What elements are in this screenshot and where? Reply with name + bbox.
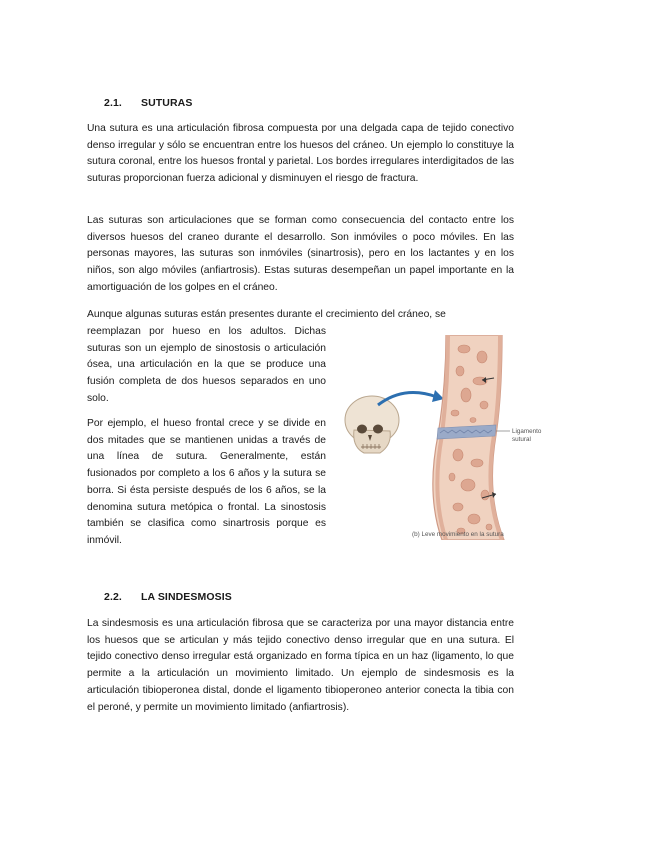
figure-caption: (b) Leve movimiento en la sutura bbox=[412, 531, 504, 538]
paragraph-line: Aunque algunas suturas están presentes durante el crecimiento del cráneo, se bbox=[87, 309, 446, 320]
section-number: 2.1. bbox=[104, 97, 122, 109]
section-title: LA SINDESMOSIS bbox=[141, 591, 232, 603]
ligament-label: sutural bbox=[512, 436, 531, 443]
paragraph: Las suturas son articulaciones que se forman como consecuencia del contacto entre los diversos huesos del craneo durante el desarrollo. Son inmóviles o poco móviles. En las personas mayores, las suturas son inmóviles (sinartrosis), pero en los lactantes y en los niños, son algo móviles (anfiartrosis). Estas suturas desempeñan un papel importante en la amortiguación de los golpes en el cráneo. bbox=[87, 215, 514, 293]
section-heading-sindesmosis bbox=[104, 591, 232, 603]
ligament-label: Ligamento bbox=[512, 428, 542, 435]
paragraph: Una sutura es una articulación fibrosa compuesta por una delgada capa de tejido conectivo denso irregular y sólo se encuentran entre los huesos del cráneo. Un ejemplo lo constituye la sutura coronal, entre los huesos frontal y parietal. Los bordes irregulares interdigitados de las suturas proporcionan fuerza adicional y disminuyen el riesgo de fractura. bbox=[87, 123, 514, 185]
section-heading-suturas bbox=[104, 97, 192, 109]
paragraph: Por ejemplo, el hueso frontal crece y se divide en dos mitades que se mantienen unidas a través de una línea de sutura. Generalmente, están fusionados por completo a los 6 años y la sutura se borra. Si ésta persiste después de los 6 años, se la denomina sutura metópica o frontal. La sinostosis también se clasifica como sinartrosis porque es inmóvil. bbox=[87, 418, 326, 546]
paragraph: La sindesmosis es una articulación fibrosa que se caracteriza por una mayor distancia entre los huesos que se articulan y más tejido conectivo denso irregular que en una sutura. El tejido conectivo denso irregular está organizado en forma típica en un haz (ligamento, lo que permite a la articulación un movimiento limitado. Un ejemplo de sindesmosis es la articulación tibioperonea distal, donde el ligamento tibioperoneo anterior conecta la tibia con el peroné, y permite un movimiento limitado (anfiartrosis). bbox=[87, 618, 514, 713]
suture-figure bbox=[334, 335, 552, 540]
section-title: SUTURAS bbox=[141, 97, 193, 109]
paragraph: reemplazan por hueso en los adultos. Dichas suturas son un ejemplo de sinostosis o articulación ósea, una articulación en la que se produce una fusión completa de dos huesos separados en uno solo. bbox=[87, 326, 326, 404]
suture-illustration bbox=[334, 335, 552, 540]
section-number: 2.2. bbox=[104, 591, 122, 603]
